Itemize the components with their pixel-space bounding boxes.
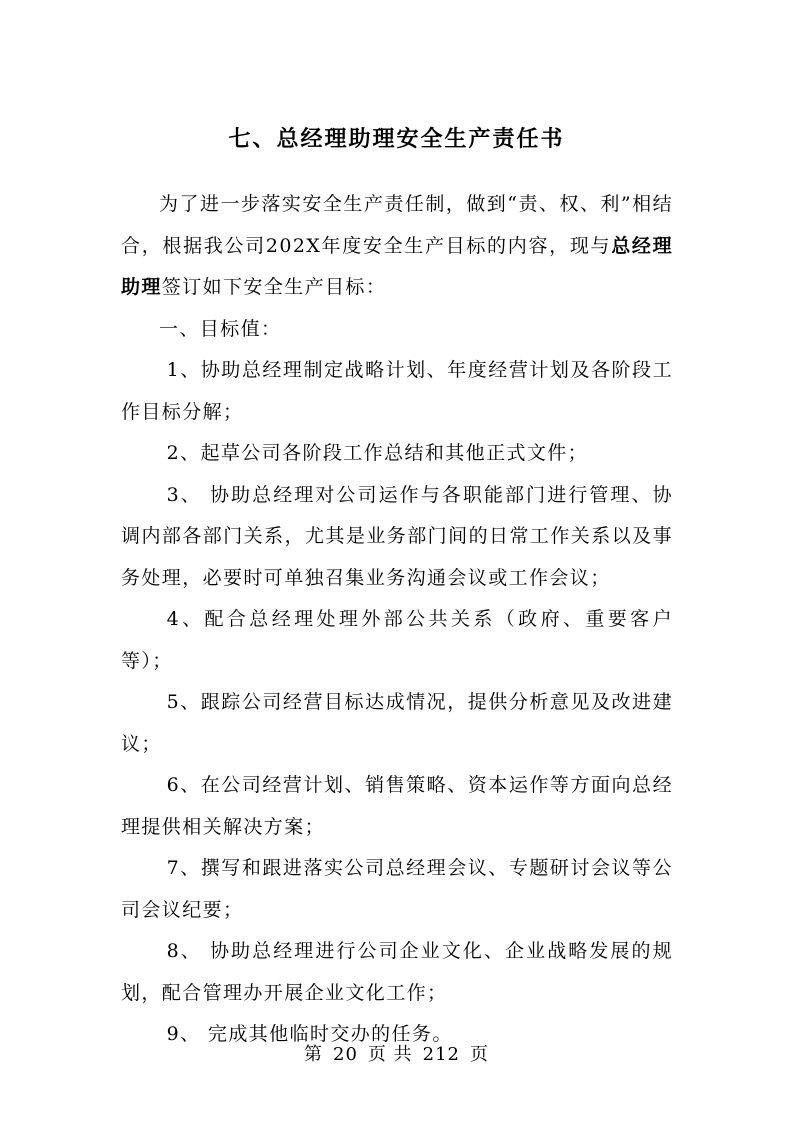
list-item: 3、 协助总经理对公司运作与各职能部门进行管理、协调内部各部门关系，尤其是业务部门间的日常工作关系以及事务处理，必要时可单独召集业务沟通会议或工作会议； bbox=[121, 483, 673, 589]
intro-bold-role: 总经理助理 bbox=[121, 234, 674, 298]
intro-text-start: 为了进一步落实安全生产责任制，做到“责、权、利”相结合，根据我公司202X年度安全生产目标的内容，现与 bbox=[121, 193, 673, 257]
document-body bbox=[121, 184, 673, 1056]
section-heading: 一、目标值： bbox=[159, 317, 282, 340]
footer-suffix: 页 bbox=[470, 1044, 489, 1065]
footer-prefix: 第 bbox=[304, 1044, 323, 1065]
list-item: 8、 协助总经理进行公司企业文化、企业战略发展的规划，配合管理办开展企业文化工作； bbox=[121, 940, 673, 1004]
list-item: 2、起草公司各阶段工作总结和其他正式文件； bbox=[166, 442, 589, 464]
page-footer bbox=[0, 1040, 793, 1066]
intro-paragraph bbox=[121, 184, 673, 309]
total-page-count: 212 bbox=[422, 1044, 460, 1065]
list-item: 5、跟踪公司经营目标达成情况，提供分析意见及改进建议； bbox=[121, 691, 673, 755]
current-page-number: 20 bbox=[333, 1044, 358, 1065]
list-item: 7、撰写和跟进落实公司总经理会议、专题研讨会议等公司会议纪要； bbox=[121, 857, 673, 921]
list-item: 6、在公司经营计划、销售策略、资本运作等方面向总经理提供相关解决方案； bbox=[121, 774, 673, 838]
document-title: 七、总经理助理安全生产责任书 bbox=[228, 127, 565, 152]
intro-text-end: 签订如下安全生产目标： bbox=[161, 276, 387, 298]
list-item: 1、协助总经理制定战略计划、年度经营计划及各阶段工作目标分解； bbox=[121, 359, 673, 423]
list-item: 9、 完成其他临时交办的任务。 bbox=[166, 1023, 453, 1045]
list-item: 4、配合总经理处理外部公共关系（政府、重要客户等）； bbox=[121, 608, 673, 672]
footer-mid: 页 共 bbox=[367, 1044, 413, 1065]
